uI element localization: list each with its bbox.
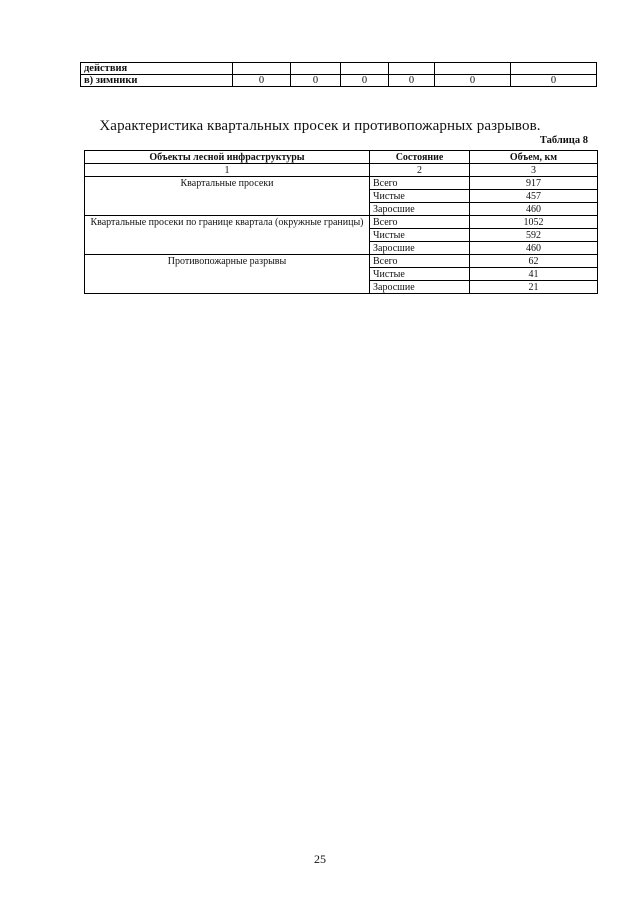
column-number-row	[85, 164, 598, 177]
state-cell: Всего	[370, 255, 470, 268]
volume-cell: 917	[470, 177, 598, 190]
fragment-cell	[233, 63, 291, 75]
page-number: 25	[314, 852, 326, 866]
column-header: Объекты лесной инфраструктуры	[85, 151, 370, 164]
fragment-cell	[511, 63, 597, 75]
section-heading: Характеристика квартальных просек и противопожарных разрывов.	[99, 118, 541, 134]
fragment-cell	[341, 63, 389, 75]
column-number: 1	[85, 164, 370, 177]
fragment-cell: 0	[435, 75, 511, 87]
infrastructure-table	[84, 150, 598, 294]
table-row	[85, 216, 598, 229]
state-cell: Всего	[370, 177, 470, 190]
table-header-row	[85, 151, 598, 164]
volume-cell: 592	[470, 229, 598, 242]
table-row	[85, 177, 598, 190]
fragment-cell: 0	[233, 75, 291, 87]
fragment-table	[80, 62, 597, 87]
object-name: Квартальные просеки	[85, 177, 370, 216]
fragment-cell	[435, 63, 511, 75]
state-cell: Заросшие	[370, 242, 470, 255]
table-row	[81, 63, 597, 75]
column-number: 2	[370, 164, 470, 177]
fragment-row-label: в) зимники	[81, 75, 233, 87]
table-row	[81, 75, 597, 87]
fragment-cell: 0	[341, 75, 389, 87]
volume-cell: 460	[470, 242, 598, 255]
volume-cell: 1052	[470, 216, 598, 229]
state-cell: Заросшие	[370, 281, 470, 294]
volume-cell: 41	[470, 268, 598, 281]
volume-cell: 62	[470, 255, 598, 268]
state-cell: Чистые	[370, 190, 470, 203]
table-number: Таблица 8	[539, 135, 588, 146]
state-cell: Чистые	[370, 268, 470, 281]
column-header: Состояние	[370, 151, 470, 164]
object-name: Противопожарные разрывы	[85, 255, 370, 294]
fragment-cell	[291, 63, 341, 75]
column-number: 3	[470, 164, 598, 177]
volume-cell: 457	[470, 190, 598, 203]
volume-cell: 460	[470, 203, 598, 216]
state-cell: Чистые	[370, 229, 470, 242]
state-cell: Заросшие	[370, 203, 470, 216]
fragment-cell: 0	[291, 75, 341, 87]
object-name: Квартальные просеки по границе квартала (окружные границы)	[85, 216, 370, 255]
table-row	[85, 255, 598, 268]
fragment-cell: 0	[511, 75, 597, 87]
state-cell: Всего	[370, 216, 470, 229]
fragment-cell	[389, 63, 435, 75]
fragment-cell: 0	[389, 75, 435, 87]
column-header: Объем, км	[470, 151, 598, 164]
volume-cell: 21	[470, 281, 598, 294]
fragment-row-label: действия	[81, 63, 233, 75]
